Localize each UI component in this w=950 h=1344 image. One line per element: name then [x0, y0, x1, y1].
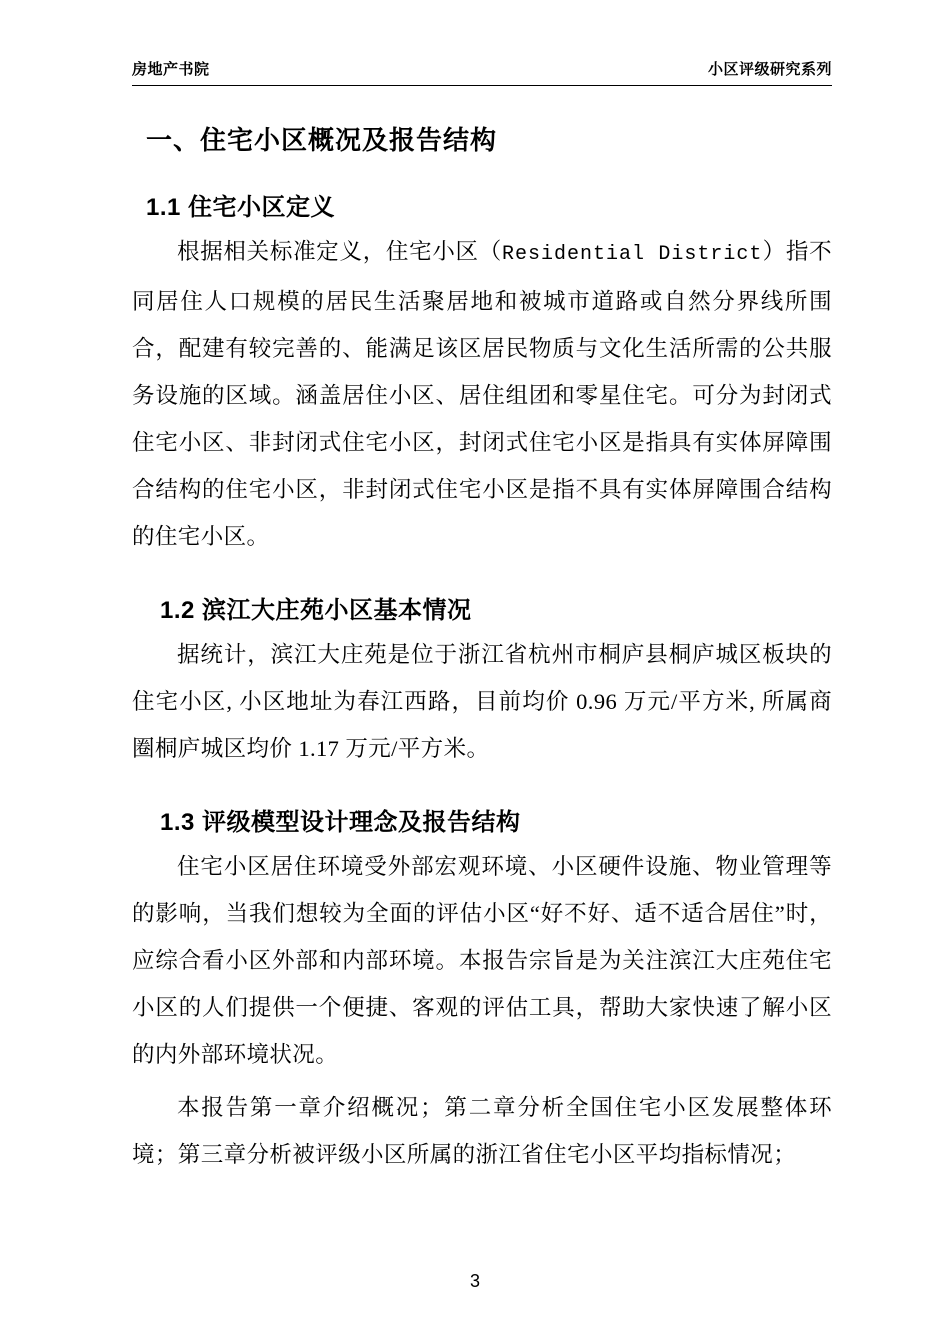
header-left-text: 房地产书院 [132, 61, 210, 78]
subsection-1-1-title: 1.1 住宅小区定义 [146, 194, 336, 221]
subsection-1-3-paragraph-2: 本报告第一章介绍概况；第二章分析全国住宅小区发展整体环境；第三章分析被评级小区所属的浙江省住宅小区平均指标情况； [132, 1095, 832, 1167]
subsection-1-2-paragraph: 据统计，滨江大庄苑是位于浙江省杭州市桐庐县桐庐城区板块的住宅小区, 小区地址为春江西路，目前均价 0.96 万元/平方米, 所属商圈桐庐城区均价 1.17 万元/平方米。 [132, 642, 832, 761]
subsection-1-2-title: 1.2 滨江大庄苑小区基本情况 [160, 597, 472, 624]
paragraph-part-b: ）指不同居住人口规模的居民生活聚居地和被城市道路或自然分界线所围合，配建有较完善的、能满足该区居民物质与文化生活所需的公共服务设施的区域。涵盖居住小区、居住组团和零星住宅。可分为封闭式住宅小区、非封闭式住宅小区，封闭式住宅小区是指具有实体屏障围合结构的住宅小区，非封闭式住宅小区是指不具有实体屏障围合结构的住宅小区。 [132, 239, 832, 549]
section-title: 一、住宅小区概况及报告结构 [146, 125, 498, 155]
page-number: 3 [469, 1271, 480, 1291]
header-right-text: 小区评级研究系列 [707, 61, 832, 78]
page-header [132, 58, 832, 86]
subsection-1-1-paragraph [132, 228, 832, 560]
subsection-1-3-title: 1.3 评级模型设计理念及报告结构 [160, 809, 521, 836]
subsection-1-3-paragraph-1: 住宅小区居住环境受外部宏观环境、小区硬件设施、物业管理等的影响，当我们想较为全面的评估小区“好不好、适不适合居住”时，应综合看小区外部和内部环境。本报告宗旨是为关注滨江大庄苑住宅小区的人们提供一个便捷、客观的评估工具，帮助大家快速了解小区的内外部环境状况。 [132, 854, 832, 1067]
paragraph-part-a: 根据相关标准定义，住宅小区（ [177, 239, 502, 264]
latin-term: Residential District [502, 243, 763, 266]
